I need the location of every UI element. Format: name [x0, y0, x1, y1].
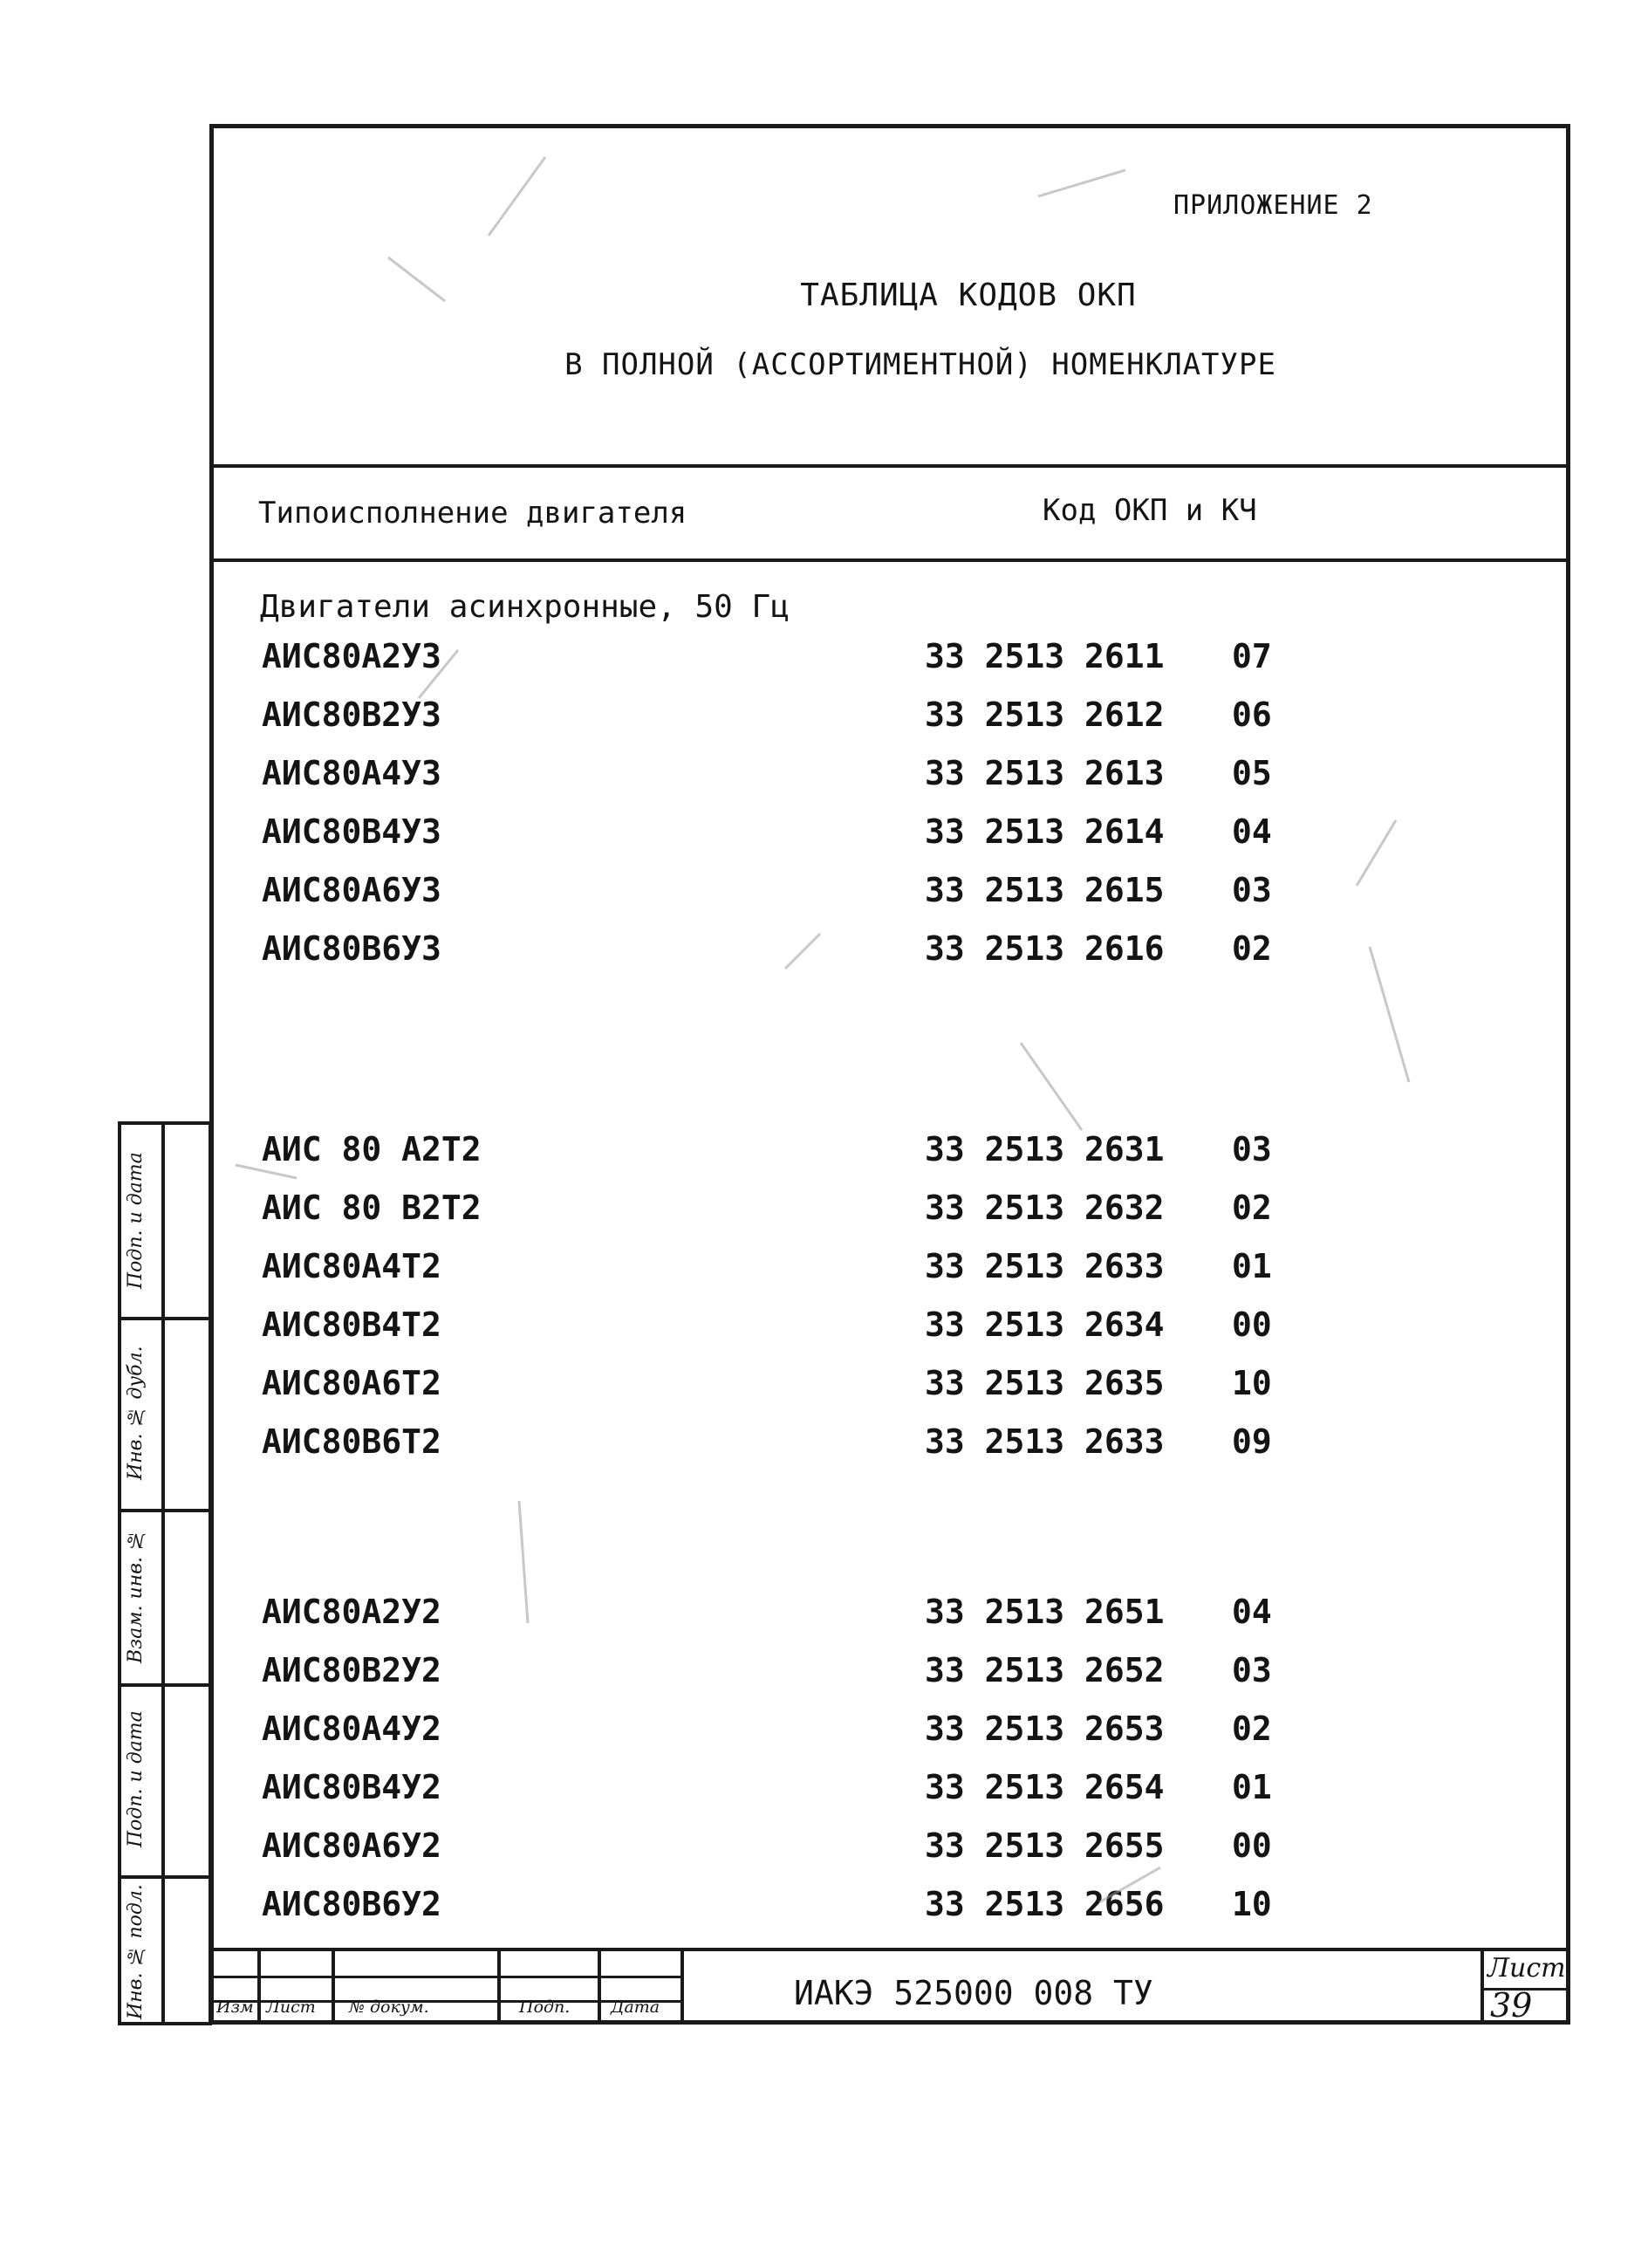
check-number-cell: 02 [1232, 929, 1272, 968]
check-number-cell: 04 [1232, 1593, 1272, 1631]
okp-code-cell: 33 2513 2633 [925, 1422, 1165, 1461]
okp-code-cell: 33 2513 2613 [925, 754, 1165, 792]
motor-type-cell: АИС80А6У2 [262, 1826, 441, 1865]
okp-code-cell: 33 2513 2632 [925, 1189, 1165, 1227]
motor-type-cell: АИС80В4У3 [262, 812, 441, 851]
okp-code-cell: 33 2513 2654 [925, 1768, 1165, 1806]
group-title: Двигатели асинхронные, 50 Гц [260, 589, 790, 625]
check-number-cell: 02 [1232, 1710, 1272, 1748]
okp-code-cell: 33 2513 2614 [925, 812, 1165, 851]
table-title: ТАБЛИЦА КОДОВ ОКП [800, 278, 1137, 313]
motor-type-cell: АИС80А4У3 [262, 754, 441, 792]
okp-code-cell: 33 2513 2655 [925, 1826, 1165, 1865]
caption-date: Дата [611, 1997, 660, 2017]
okp-code-cell: 33 2513 2653 [925, 1710, 1165, 1748]
okp-code-cell: 33 2513 2615 [925, 871, 1165, 909]
check-number-cell: 02 [1232, 1189, 1272, 1227]
check-number-cell: 10 [1232, 1885, 1272, 1923]
column-header-type: Типоисполнение двигателя [258, 496, 687, 531]
strip-label-sign-date-2: Подп. и дата [125, 1710, 147, 1848]
strip-label-replace-inv: Взам. инв. № [125, 1529, 147, 1663]
motor-type-cell: АИС80А2У2 [262, 1593, 441, 1631]
motor-type-cell: АИС80В2У3 [262, 695, 441, 734]
document-number: ИАКЭ 525000 008 ТУ [794, 1974, 1153, 2012]
motor-type-cell: АИС80В4Т2 [262, 1305, 441, 1344]
check-number-cell: 04 [1232, 812, 1272, 851]
table-subtitle: В ПОЛНОЙ (АССОРТИМЕНТНОЙ) НОМЕНКЛАТУРЕ [564, 347, 1276, 382]
okp-code-cell: 33 2513 2656 [925, 1885, 1165, 1923]
check-number-cell: 03 [1232, 871, 1272, 909]
column-header-code: Код ОКП и КЧ [1043, 493, 1257, 528]
motor-type-cell: АИС80А4Т2 [262, 1247, 441, 1285]
check-number-cell: 06 [1232, 695, 1272, 734]
check-number-cell: 01 [1232, 1768, 1272, 1806]
okp-code-cell: 33 2513 2652 [925, 1651, 1165, 1689]
strip-label-orig-inv: Инв. № подл. [125, 1884, 147, 2020]
okp-code-cell: 33 2513 2633 [925, 1247, 1165, 1285]
okp-code-cell: 33 2513 2611 [925, 637, 1165, 675]
check-number-cell: 00 [1232, 1826, 1272, 1865]
motor-type-cell: АИС 80 А2Т2 [262, 1130, 482, 1168]
motor-type-cell: АИС80А2У3 [262, 637, 441, 675]
check-number-cell: 07 [1232, 637, 1272, 675]
motor-type-cell: АИС80А6Т2 [262, 1364, 441, 1402]
okp-code-cell: 33 2513 2612 [925, 695, 1165, 734]
motor-type-cell: АИС80В6У2 [262, 1885, 441, 1923]
okp-code-cell: 33 2513 2651 [925, 1593, 1165, 1631]
motor-type-cell: АИС80В6Т2 [262, 1422, 441, 1461]
okp-code-cell: 33 2513 2635 [925, 1364, 1165, 1402]
caption-sign: Подп. [519, 1997, 571, 2017]
appendix-label: ПРИЛОЖЕНИЕ 2 [1173, 190, 1373, 221]
strip-label-sign-date: Подп. и дата [125, 1152, 147, 1290]
check-number-cell: 00 [1232, 1305, 1272, 1344]
motor-type-cell: АИС 80 В2Т2 [262, 1189, 482, 1227]
strip-label-dup-inv: Инв. № дубл. [125, 1346, 147, 1480]
check-number-cell: 03 [1232, 1651, 1272, 1689]
okp-code-cell: 33 2513 2634 [925, 1305, 1165, 1344]
motor-type-cell: АИС80А6У3 [262, 871, 441, 909]
okp-code-cell: 33 2513 2616 [925, 929, 1165, 968]
motor-type-cell: АИС80А4У2 [262, 1710, 441, 1748]
caption-sheet: Лист [266, 1997, 316, 2017]
caption-doc-no: № докум. [349, 1997, 429, 2017]
check-number-cell: 09 [1232, 1422, 1272, 1461]
check-number-cell: 05 [1232, 754, 1272, 792]
check-number-cell: 03 [1232, 1130, 1272, 1168]
okp-code-cell: 33 2513 2631 [925, 1130, 1165, 1168]
check-number-cell: 10 [1232, 1364, 1272, 1402]
sheet-label: Лист [1487, 1953, 1566, 1984]
motor-type-cell: АИС80В6У3 [262, 929, 441, 968]
motor-type-cell: АИС80В4У2 [262, 1768, 441, 1806]
motor-type-cell: АИС80В2У2 [262, 1651, 441, 1689]
sheet-number: 39 [1490, 1986, 1533, 2025]
caption-change: Изм [216, 1997, 254, 2017]
check-number-cell: 01 [1232, 1247, 1272, 1285]
